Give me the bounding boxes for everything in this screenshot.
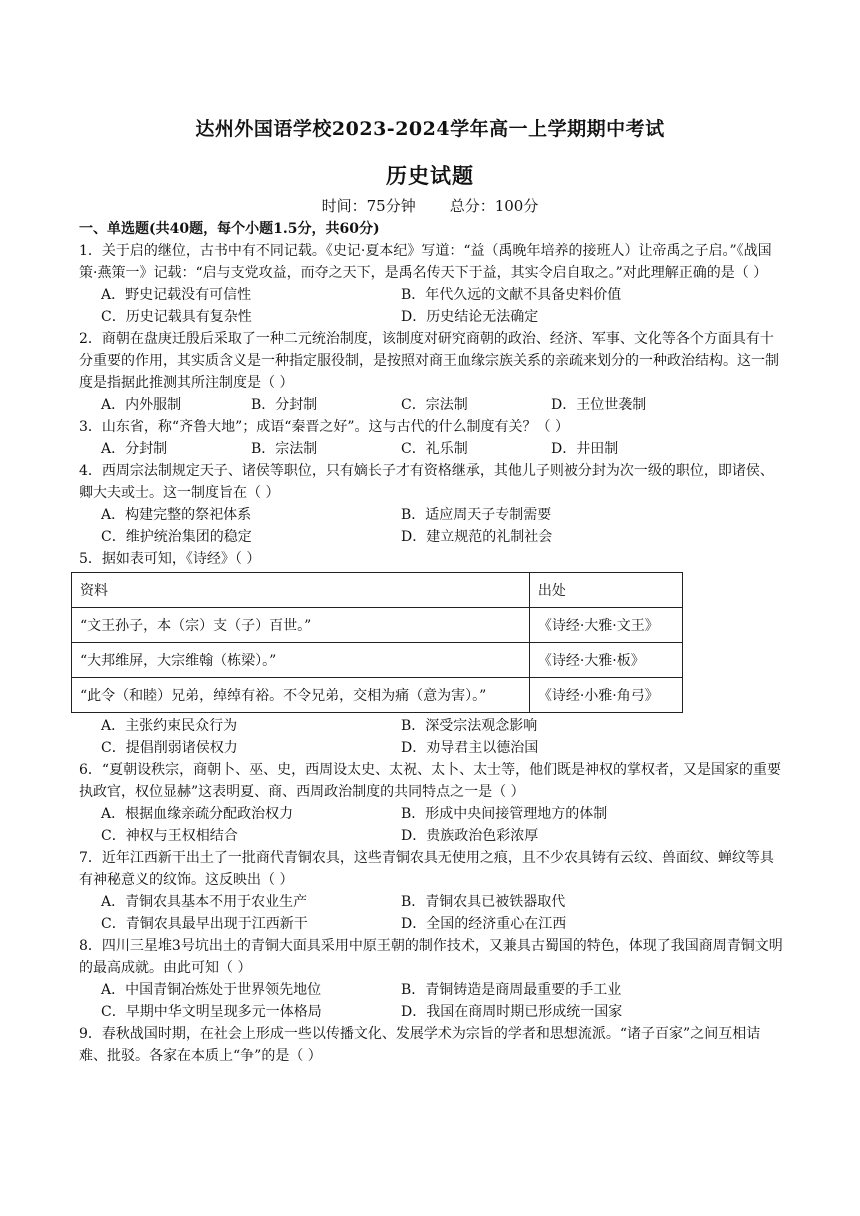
table-header: 资料: [72, 573, 530, 608]
exam-meta: [0, 195, 860, 216]
options: [79, 504, 784, 548]
option-b: B．深受宗法观念影响: [401, 718, 538, 734]
table-cell: “文王孙子，本（宗）支（子）百世。”: [72, 608, 530, 643]
option-a: A．主张约束民众行为: [101, 718, 238, 734]
options: [79, 284, 784, 328]
question-8: [79, 935, 784, 1023]
question-stem: 3．山东省，称“齐鲁大地”；成语“秦晋之好”。这与古代的什么制度有关？（ ）: [79, 419, 569, 435]
exam-title: 达州外国语学校2023-2024学年高一上学期期中考试: [195, 118, 665, 140]
option-d: D．建立规范的礼制社会: [401, 529, 553, 545]
table-cell: 《诗经·大雅·板》: [529, 643, 682, 678]
table-row: [72, 643, 683, 678]
question-stem: 9．春秋战国时期，在社会上形成一些以传播文化、发展学术为宗旨的学者和思想流派。“诸子百家”之间互相诘难、批驳。各家在本质上“争”的是（ ）: [79, 1026, 761, 1064]
table-row: [72, 678, 683, 713]
option-c: C．提倡削弱诸侯权力: [101, 740, 238, 756]
question-5: [79, 548, 784, 759]
options: [79, 891, 784, 935]
option-b: B．年代久远的文献不具备史料价值: [401, 287, 622, 303]
option-a: A．野史记载没有可信性: [101, 287, 252, 303]
option-a: A．根据血缘亲疏分配政治权力: [101, 806, 294, 822]
option-b: B．青铜铸造是商周最重要的手工业: [401, 982, 622, 998]
options: [79, 394, 784, 416]
table-cell: “此令（和睦）兄弟，绰绰有裕。不令兄弟，交相为痛（意为害）。”: [72, 678, 530, 713]
table-cell: “大邦维屏，大宗维翰（栋梁）。”: [72, 643, 530, 678]
question-7: [79, 847, 784, 935]
question-stem: 6．“夏朝设秩宗，商朝卜、巫、史，西周设太史、太祝、太卜、太士等，他们既是神权的掌权者，又是国家的重要执政官，权位显赫”这表明夏、商、西周政治制度的共同特点之一是（ ）: [79, 762, 782, 800]
option-b: B．适应周天子专制需要: [401, 507, 552, 523]
exam-time: 时间：75分钟: [321, 197, 416, 215]
question-stem: 1．关于启的继位，古书中有不同记载。《史记·夏本纪》写道：“益（禹晚年培养的接班人）让帝禹之子启。”《战国策·燕策一》记载：“启与支党攻益，而夺之天下，是禹名传天下于益，其实令启自取之。”对此理解正确的是（ ）: [79, 243, 772, 281]
source-table: [71, 572, 683, 713]
question-4: [79, 460, 784, 548]
options: [79, 803, 784, 847]
exam-content: [79, 218, 784, 1067]
question-3: [79, 416, 784, 460]
option-c: C．历史记载具有复杂性: [101, 309, 252, 325]
option-c: C．青铜农具最早出现于江西新干: [101, 916, 308, 932]
option-a: A．内外服制: [101, 397, 182, 413]
option-b: B．形成中央间接管理地方的体制: [401, 806, 608, 822]
table-cell: 《诗经·小雅·角弓》: [529, 678, 682, 713]
option-a: A．分封制: [101, 441, 168, 457]
question-stem: 4．西周宗法制规定天子、诸侯等职位，只有嫡长子才有资格继承，其他儿子则被分封为次一级的职位，即诸侯、卿大夫或士。这一制度旨在（ ）: [79, 463, 774, 501]
option-a: A．构建完整的祭祀体系: [101, 507, 252, 523]
exam-subject: 历史试题: [386, 163, 474, 188]
exam-score: 总分：100分: [449, 197, 539, 215]
option-c: C．早期中华文明呈现多元一体格局: [101, 1004, 322, 1020]
option-b: B．宗法制: [251, 441, 318, 457]
question-stem: 5．据如表可知，《诗经》（ ）: [79, 551, 261, 567]
table-header: 出处: [529, 573, 682, 608]
section-header: 一、单选题(共40题，每个小题1.5分，共60分): [79, 221, 380, 237]
option-b: B．青铜农具已被铁器取代: [401, 894, 566, 910]
question-2: [79, 328, 784, 416]
table-header-row: [72, 573, 683, 608]
question-stem: 7．近年江西新干出土了一批商代青铜农具，这些青铜农具无使用之痕，且不少农具铸有云纹、兽面纹、蝉纹等具有神秘意义的纹饰。这反映出（ ）: [79, 850, 774, 888]
options: [79, 438, 784, 460]
option-d: D．全国的经济重心在江西: [401, 916, 567, 932]
options: [79, 715, 784, 759]
table-row: [72, 608, 683, 643]
option-d: D．历史结论无法确定: [401, 309, 539, 325]
option-c: C．宗法制: [401, 397, 468, 413]
option-d: D．劝导君主以德治国: [401, 740, 539, 756]
option-a: A．中国青铜冶炼处于世界领先地位: [101, 982, 322, 998]
option-d: D．井田制: [551, 441, 619, 457]
question-6: [79, 759, 784, 847]
question-stem: 2．商朝在盘庚迁殷后采取了一种二元统治制度，该制度对研究商朝的政治、经济、军事、文化等各个方面具有十分重要的作用，其实质含义是一种指定服役制，是按照对商王血缘宗族关系的亲疏来划分的一种政治结构。这一制度是指据此推测其所注制度是（ ）: [79, 331, 779, 391]
option-d: D．我国在商周时期已形成统一国家: [401, 1004, 623, 1020]
option-c: C．神权与王权相结合: [101, 828, 238, 844]
option-b: B．分封制: [251, 397, 318, 413]
option-c: C．礼乐制: [401, 441, 468, 457]
option-a: A．青铜农具基本不用于农业生产: [101, 894, 308, 910]
options: [79, 979, 784, 1023]
question-9: [79, 1023, 784, 1067]
question-1: [79, 240, 784, 328]
option-c: C．维护统治集团的稳定: [101, 529, 252, 545]
question-stem: 8．四川三星堆3号坑出土的青铜大面具采用中原王朝的制作技术，又兼具古蜀国的特色，体现了我国商周青铜文明的最高成就。由此可知（ ）: [79, 938, 783, 976]
option-d: D．王位世袭制: [551, 397, 647, 413]
option-d: D．贵族政治色彩浓厚: [401, 828, 539, 844]
table-cell: 《诗经·大雅·文王》: [529, 608, 682, 643]
